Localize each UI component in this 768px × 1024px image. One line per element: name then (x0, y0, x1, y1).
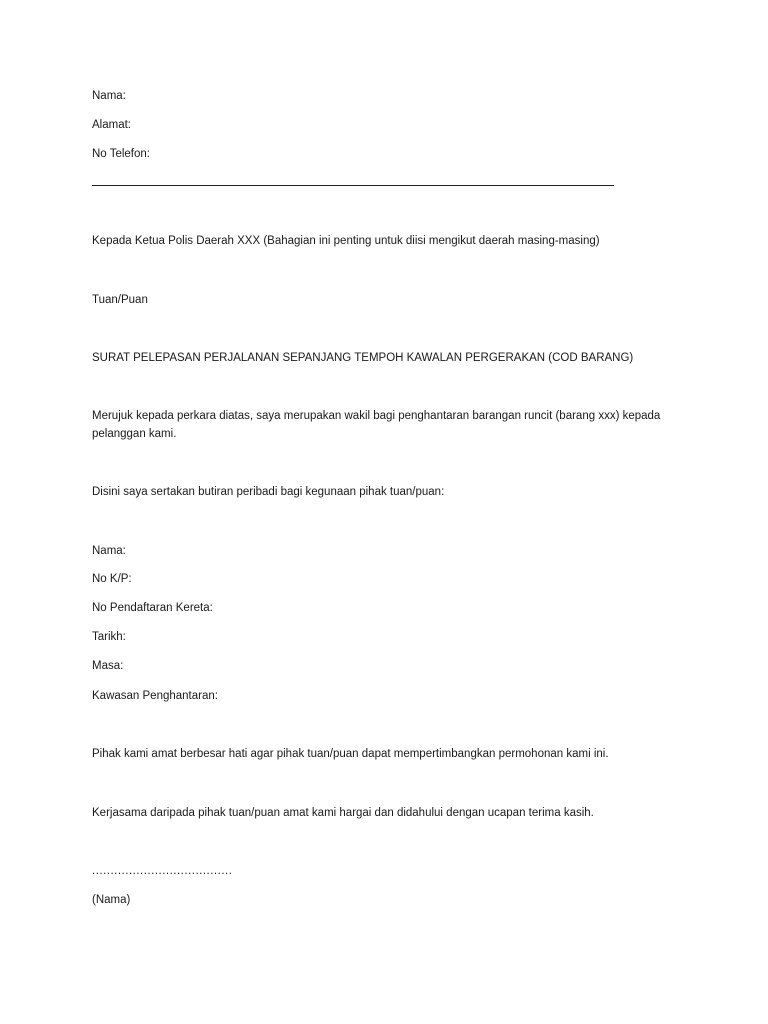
details-intro: Disini saya sertakan butiran peribadi bagi kegunaan pihak tuan/puan: (92, 486, 445, 498)
signature-dotted-line: ...................................... (92, 865, 233, 877)
detail-time-label: Masa: (92, 660, 124, 672)
signature-name-placeholder: (Nama) (92, 894, 131, 906)
intro-paragraph-line-2: pelanggan kami. (92, 428, 177, 440)
header-divider (92, 185, 614, 186)
sender-phone-label: No Telefon: (92, 148, 150, 160)
intro-paragraph-line-1: Merujuk kepada perkara diatas, saya merupakan wakil bagi penghantaran barangan runcit (barang xxx) kepada (92, 410, 661, 422)
detail-date-label: Tarikh: (92, 631, 126, 643)
thanks-paragraph: Kerjasama daripada pihak tuan/puan amat kami hargai dan didahului dengan ucapan terima kasih. (92, 807, 594, 819)
detail-ic-label: No K/P: (92, 573, 132, 585)
recipient-line: Kepada Ketua Polis Daerah XXX (Bahagian ini penting untuk diisi mengikut daerah masing-masing) (92, 235, 600, 247)
detail-name-label: Nama: (92, 545, 126, 557)
detail-car-registration-label: No Pendaftaran Kereta: (92, 602, 213, 614)
sender-address-label: Alamat: (92, 119, 131, 131)
salutation: Tuan/Puan (92, 294, 148, 306)
hope-paragraph: Pihak kami amat berbesar hati agar pihak tuan/puan dapat mempertimbangkan permohonan kami ini. (92, 748, 609, 760)
letter-subject: SURAT PELEPASAN PERJALANAN SEPANJANG TEMPOH KAWALAN PERGERAKAN (COD BARANG) (92, 352, 634, 364)
detail-delivery-area-label: Kawasan Penghantaran: (92, 690, 218, 702)
sender-name-label: Nama: (92, 90, 126, 102)
